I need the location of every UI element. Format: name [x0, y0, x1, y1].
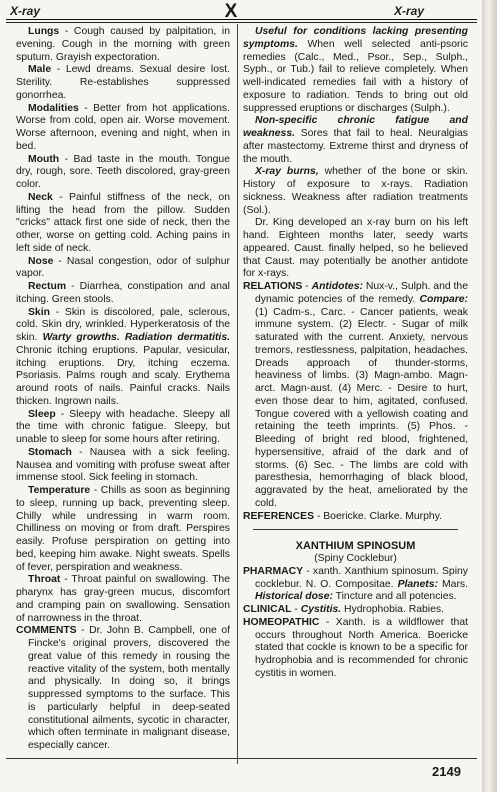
entry-text: - Sleepy with headache. Sleepy all the time with chronic fatigue. Sleepy, but unable to sleep for some hours after retiring. — [16, 408, 230, 445]
section-pharmacy — [243, 566, 468, 604]
section-relations — [243, 281, 468, 511]
section-references — [243, 511, 468, 524]
entry-sleep — [16, 409, 230, 447]
historical-dose-text: Tincture and all potencies. — [332, 591, 457, 603]
section-text: - xanth. Xanthium spinosum. Spiny cocklebur. N. O. Compositae. — [255, 565, 468, 590]
section-label: RELATIONS — [243, 281, 303, 292]
section-text: Hydrophobia. Rabies. — [341, 604, 444, 615]
left-column — [16, 26, 230, 753]
drug-separator — [253, 529, 458, 530]
para-useful — [243, 26, 468, 115]
entry-neck — [16, 192, 230, 256]
running-header-letter: X — [224, 1, 238, 22]
running-header-right: X-ray — [394, 4, 425, 18]
para-heading: X-ray burns, — [255, 166, 319, 178]
entry-text: - Diarrhea, constipation and anal itching. Green stools. — [16, 281, 230, 305]
compare-label: Compare: — [419, 293, 468, 305]
entry-text: - Chills as soon as beginning to sleep, running up back, preventing sleep. Chilly while undressing in warm room. Chilliness on moving or from draft. Perspires easily. Profuse perspiration on getting into bed, keeping him awake. Night sweats. Spells of fever, perspiration and weakness. — [16, 485, 230, 573]
section-label: HOMEOPATHIC — [243, 616, 320, 628]
entry-stomach — [16, 447, 230, 485]
entry-label: Mouth — [28, 153, 60, 165]
para-text: Sores that fail to heal. Neuralgias after mastectomy. Extreme thirst and dryness of the mouth. — [243, 128, 468, 165]
section-text: - Xanth. is a wildflower that occurs throughout North America. Boericke stated that cockle is known to be a specific for hydrophobia and is recommended for chronic cystitis in women. — [255, 616, 468, 679]
entry-nose — [16, 256, 230, 282]
entry-modalities — [16, 103, 230, 154]
running-header-left: X-ray — [10, 4, 41, 18]
entry-text: - Better from hot applications. Worse from cold, open air. Worse movement. Worse afternoon, evening and night, when in bed. — [16, 102, 230, 152]
entry-emphasis: Warty growths. Radiation dermatitis. — [42, 332, 230, 343]
historical-dose-label: Historical dose: — [255, 591, 333, 603]
entry-text: - Nausea with a sick feeling. Nausea and vomiting with profuse sweat after immense stool. Sick feeling in stomach. — [16, 446, 230, 484]
para-xray-burns — [243, 166, 468, 217]
para-king: Dr. King developed an x-ray burn on his left hand. Eighteen months later, seedy warts appeared. Caust. finally helped, so he believed that Caust. may potentially be another antidote for x-rays. — [243, 217, 468, 280]
entry-text: - Cough caused by palpitation, in evening. Cough in the morning with green sputum. Grayish expectoration. — [16, 26, 230, 63]
antidotes-text: Nux-v., Sulph. and the dynamic potencies of the remedy. — [255, 281, 468, 305]
section-label: REFERENCES — [243, 510, 315, 522]
entry-text: - Lewd dreams. Sexual desire lost. Sterility. Re-establishes suppressed gonorrhea. — [16, 64, 230, 101]
entry-label: Male — [28, 64, 52, 76]
entry-mouth — [16, 154, 230, 192]
entry-lungs — [16, 26, 230, 64]
entry-rectum — [16, 281, 230, 307]
section-text: - Dr. John B. Campbell, one of Fincke's original provers, discovered the great value of this remedy in rousing the reactive vitality of the system, both mentally and physically. In doing so, it brings suppressed symptoms to the surface. This is particularly helpful in deep-seated constitutional ailments, sycotic in character, which often terminate in malignant disease, especially cancer. — [28, 625, 230, 751]
entry-text: - Bad taste in the mouth. Tongue dry, rough, sore. Teeth discolored, gray-green color. — [16, 153, 230, 190]
para-text: When well selected anti-psoric remedies (Calc., Med., Psor., Sep., Sulph., Syph., or Tub.) fail to relieve completely. When well-indicated remedies fail with a history of exposure to radiation. Tends to bring out old suppressed eruptions or discharges (Sulph.). — [243, 38, 468, 114]
section-comments — [16, 625, 230, 753]
entry-throat — [16, 574, 230, 625]
column-divider — [237, 24, 238, 764]
planets-label: Planets: — [397, 578, 438, 590]
section-label: CLINICAL — [243, 604, 292, 615]
separator: - — [302, 281, 312, 292]
right-column — [243, 26, 468, 681]
entry-label: Sleep — [28, 408, 56, 420]
entry-text: - Nasal congestion, odor of sulphur vapor. — [16, 255, 230, 280]
section-label: PHARMACY — [243, 565, 304, 577]
section-label: COMMENTS — [16, 625, 77, 637]
entry-label: Modalities — [28, 102, 79, 114]
para-fatigue — [243, 115, 468, 166]
entry-text: - Painful stiffness of the neck, on lifting the head from the pillow. Sudden "cricks" attack first one side of neck, then the other, worse on getting cold. Aching pains in left side of neck. — [16, 191, 230, 254]
drug-subtitle: (Spiny Cocklebur) — [314, 553, 397, 564]
entry-label: Rectum — [28, 281, 67, 292]
page-number: 2149 — [432, 764, 461, 779]
entry-text: - Throat painful on swallowing. The pharynx has gray-green mucus, discomfort and cramping pain on swallowing. Sensation of narrowness in the throat. — [16, 574, 230, 624]
header-rule — [6, 19, 477, 20]
entry-text: - Skin is discolored, pale, sclerous, cold. Skin dry, wrinkled. Hyperkeratosis of the skin. — [16, 306, 230, 343]
page-edge — [482, 0, 497, 792]
section-text: - Boericke. Clarke. Murphy. — [314, 510, 443, 522]
entry-label: Lungs — [28, 26, 60, 37]
entry-temperature — [16, 485, 230, 574]
entry-label: Nose — [28, 255, 54, 267]
entry-label: Temperature — [28, 485, 91, 496]
header-rule-thin — [6, 22, 477, 23]
para-text: whether of the bone or skin. History of exposure to x-rays. Radiation sickness. Weakness after radiation treatments (Sol.). — [243, 166, 468, 216]
separator: - — [291, 604, 301, 615]
entry-label: Stomach — [28, 446, 72, 458]
entry-skin — [16, 307, 230, 409]
entry-male — [16, 64, 230, 102]
entry-text-continued: Chronic itching eruptions. Papular, vesicular, itching eruptions. Dry, itching eczema. Psoriasis. Palms rough and scaly. Erythema around roots of nails. Painful cracks. Nails thicken. Ingrown nails. — [16, 344, 230, 407]
entry-label: Neck — [28, 191, 53, 203]
para-heading: Non-specific chronic fatigue and weakness. — [243, 115, 468, 139]
drug-title: XANTHIUM SPINOSUM — [295, 540, 416, 553]
footer-rule — [6, 758, 477, 759]
antidotes-label: Antidotes: — [311, 281, 363, 292]
planets-text: Mars. — [437, 578, 468, 590]
entry-label: Skin — [28, 306, 50, 318]
compare-text: (1) Cadm-s., Carc. - Cancer patients, weak immune system. (2) Electr. - Sugar of milk saturated with the current. Anxiety, nervous tremors, restlessness, palpitation, headaches. Dreads approach of thunder-storms, heaviness of limbs. (3) Magn-ambo. Magn-arct. Magn-aust. (4) Merc. - Desire to hurt, even those dear to him, agitated, confused. Tongue covered with a yellowish coating and retaining the teeth imprints. (5) Phos. - Bleeding of bright red blood, frightened, hypersensitive, afraid of the dark and of storms. (6) Sec. - The limbs are cold with paresthesia, hemorrhaging of black blood, aggravated by the heat, ameliorated by the cold. — [255, 306, 468, 509]
section-clinical — [243, 604, 468, 617]
section-homeopathic — [243, 617, 468, 681]
entry-label: Throat — [28, 574, 61, 586]
clinical-emphasis: Cystitis. — [300, 604, 342, 615]
para-heading: Useful for conditions lacking presenting symptoms. — [243, 26, 468, 50]
